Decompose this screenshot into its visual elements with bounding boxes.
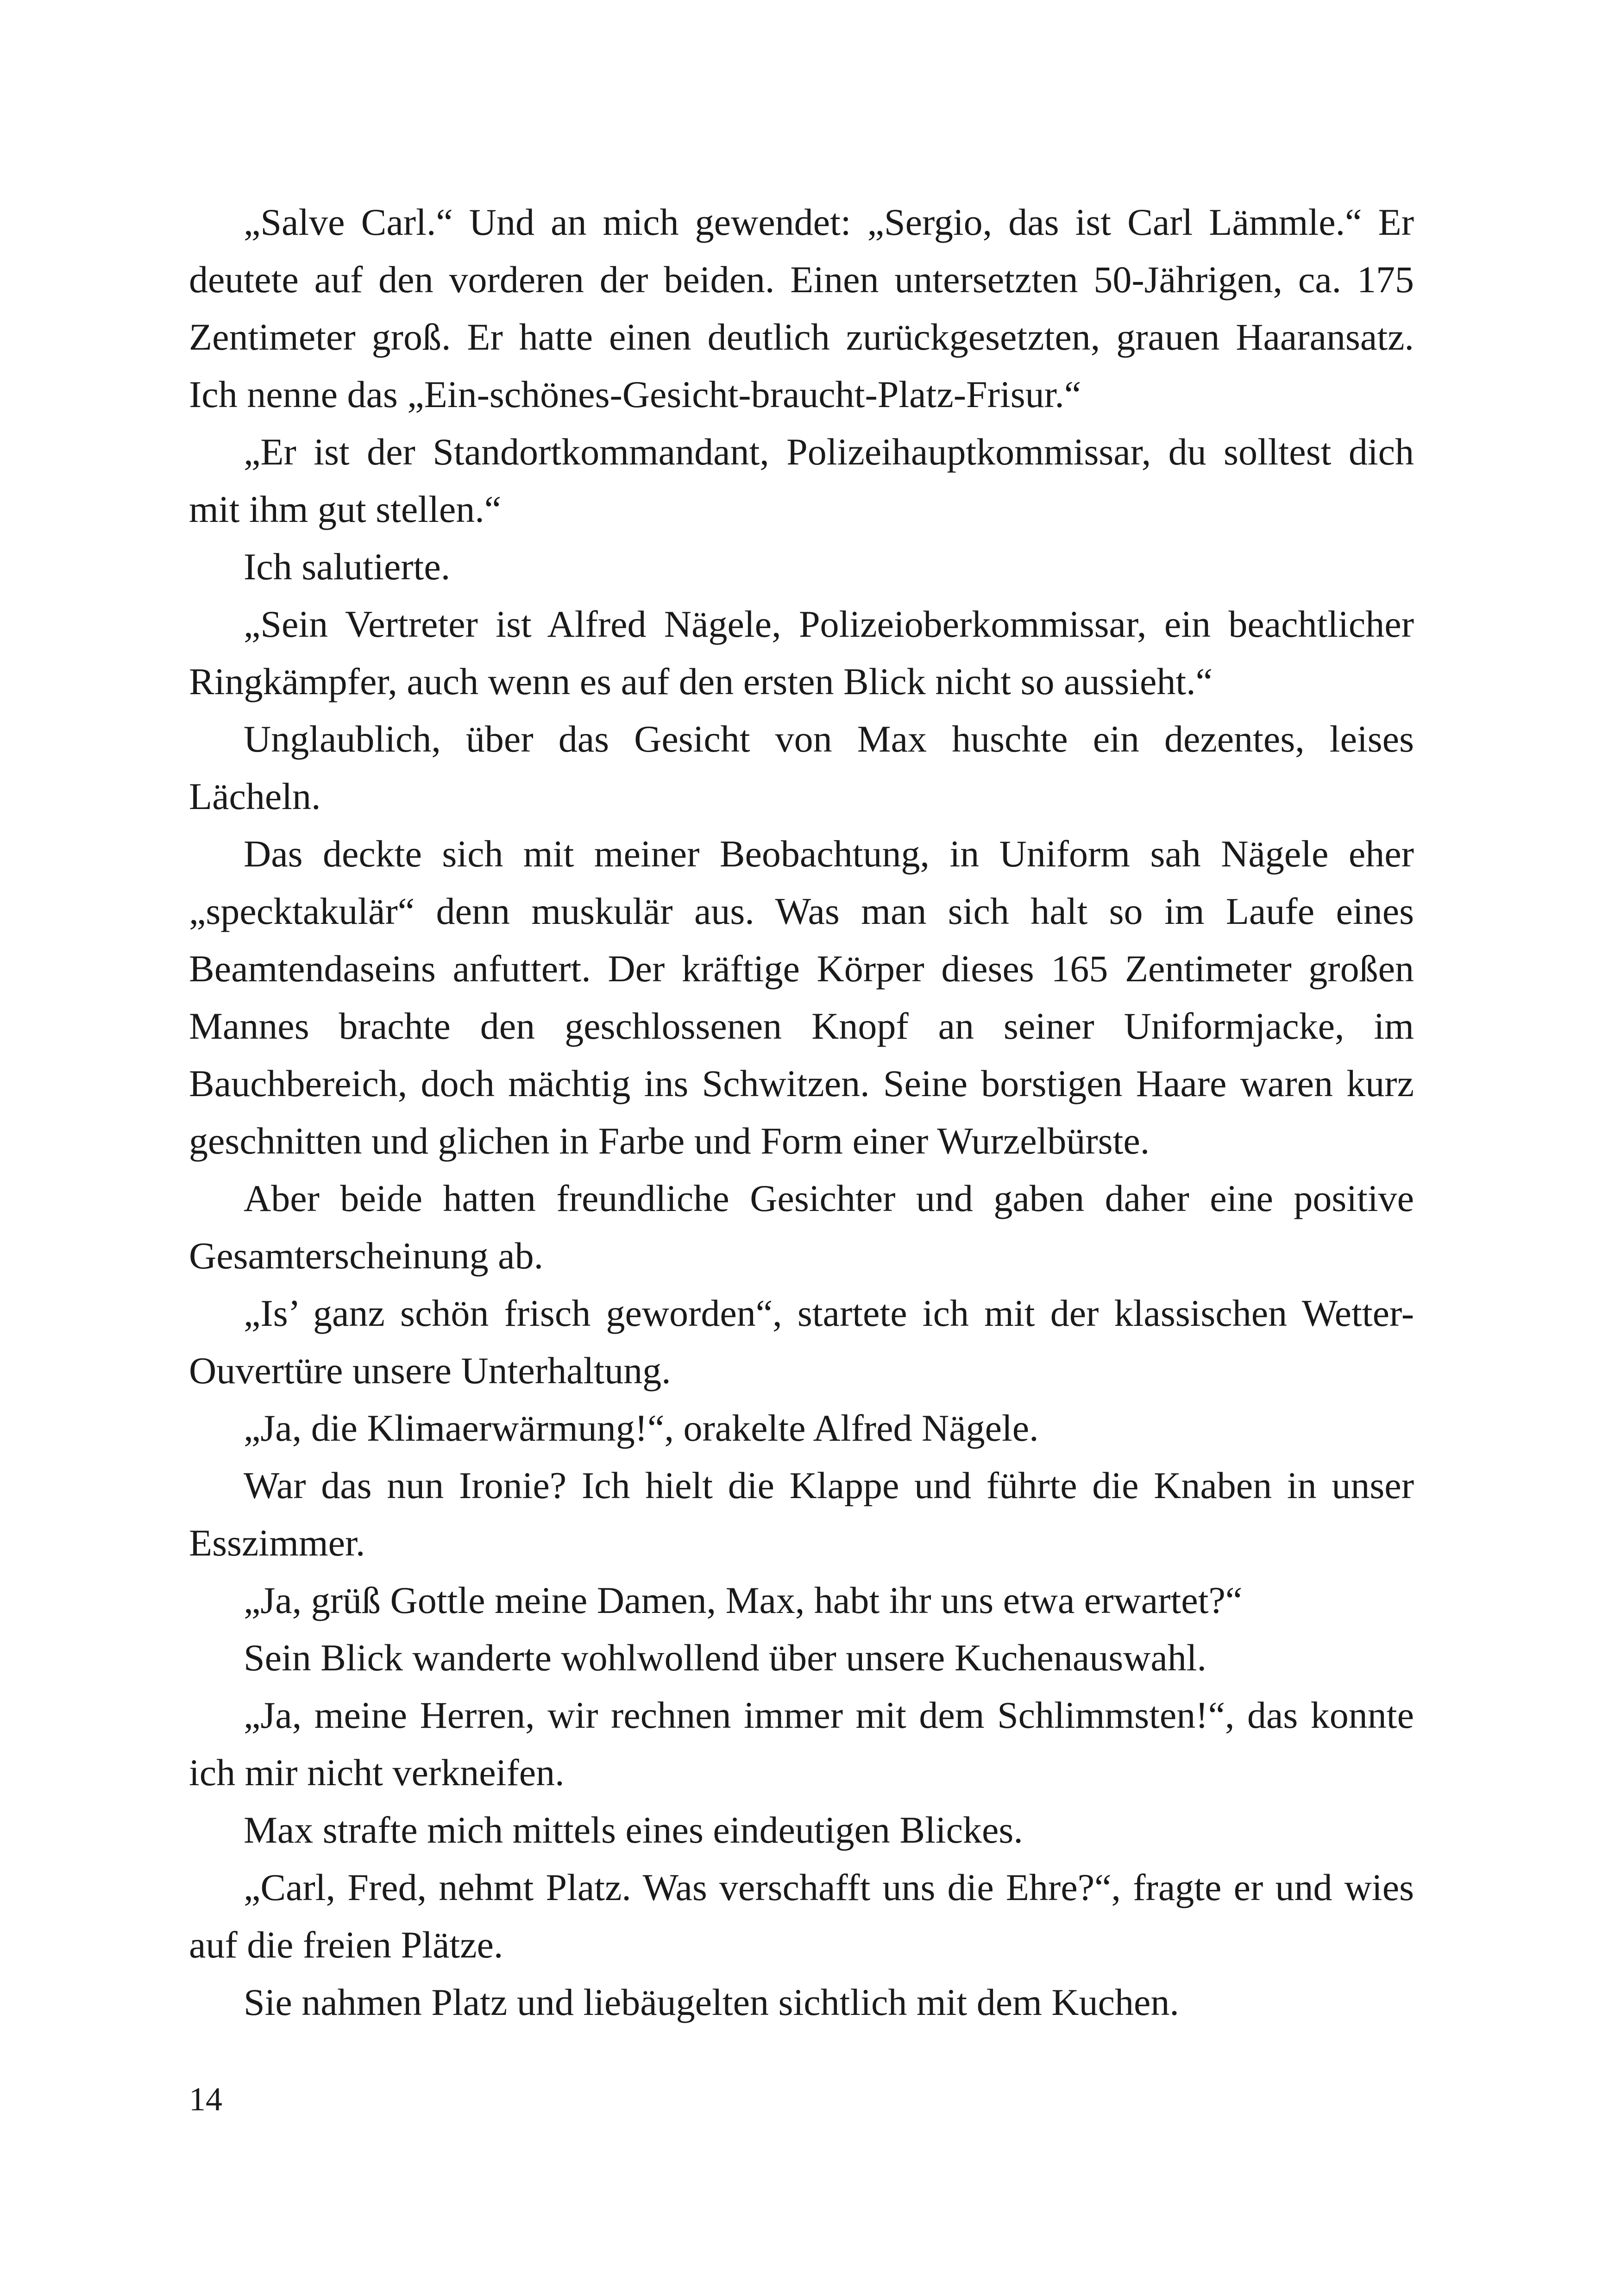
paragraph: Sie nahmen Platz und liebäugelten sichtlich mit dem Kuchen. bbox=[244, 1981, 1179, 2023]
body-text bbox=[189, 194, 1414, 2031]
paragraph: „Sein Vertreter ist Alfred Nägele, Polizeioberkommissar, ein beachtlicher Ringkämpfer, auch wenn es auf den ersten Blick nicht so aussieht.“ bbox=[189, 603, 1414, 703]
paragraph: War das nun Ironie? Ich hielt die Klappe und führte die Knaben in unser Esszimmer. bbox=[189, 1464, 1414, 1564]
paragraph: „Carl, Fred, nehmt Platz. Was verschafft uns die Ehre?“, fragte er und wies auf die freien Plätze. bbox=[189, 1866, 1414, 1966]
paragraph: Das deckte sich mit meiner Beobachtung, in Uniform sah Nägele eher „specktakulär“ denn muskulär aus. Was man sich halt so im Laufe eines Beamtendaseins anfuttert. Der kräftige Körper dieses 165 Zentimeter großen Mannes brachte den geschlossenen Knopf an seiner Uniformjacke, im Bauchbereich, doch mächtig ins Schwitzen. Seine borstigen Haare waren kurz geschnitten und glichen in Farbe und Form einer Wurzelbürste. bbox=[189, 833, 1414, 1162]
paragraph: Max strafte mich mittels eines eindeutigen Blickes. bbox=[244, 1809, 1023, 1851]
paragraph: „Is’ ganz schön frisch geworden“, startete ich mit der klassischen Wetter-Ouvertüre unsere Unterhaltung. bbox=[189, 1292, 1414, 1392]
paragraph: Aber beide hatten freundliche Gesichter und gaben daher eine positive Gesamterscheinung ab. bbox=[189, 1177, 1414, 1277]
paragraph: „Salve Carl.“ Und an mich gewendet: „Sergio, das ist Carl Lämmle.“ Er deutete auf den vorderen der beiden. Einen untersetzten 50-Jährigen, ca. 175 Zentimeter groß. Er hatte einen deutlich zurückgesetzten, grauen Haaransatz. Ich nenne das „Ein-schönes-Gesicht-braucht-Platz-Frisur.“ bbox=[189, 201, 1414, 415]
paragraph: Sein Blick wanderte wohlwollend über unsere Kuchenauswahl. bbox=[244, 1637, 1207, 1679]
paragraph: „Ja, meine Herren, wir rechnen immer mit dem Schlimmsten!“, das konnte ich mir nicht verkneifen. bbox=[189, 1694, 1414, 1794]
paragraph: Unglaublich, über das Gesicht von Max huschte ein dezentes, leises Lächeln. bbox=[189, 718, 1414, 817]
paragraph: „Er ist der Standortkommandant, Polizeihauptkommissar, du solltest dich mit ihm gut stellen.“ bbox=[189, 431, 1414, 530]
paragraph: Ich salutierte. bbox=[244, 546, 451, 588]
page-number: 14 bbox=[189, 2081, 222, 2118]
paragraph: „Ja, die Klimaerwärmung!“, orakelte Alfred Nägele. bbox=[244, 1407, 1039, 1449]
paragraph: „Ja, grüß Gottle meine Damen, Max, habt ihr uns etwa erwartet?“ bbox=[244, 1579, 1243, 1621]
